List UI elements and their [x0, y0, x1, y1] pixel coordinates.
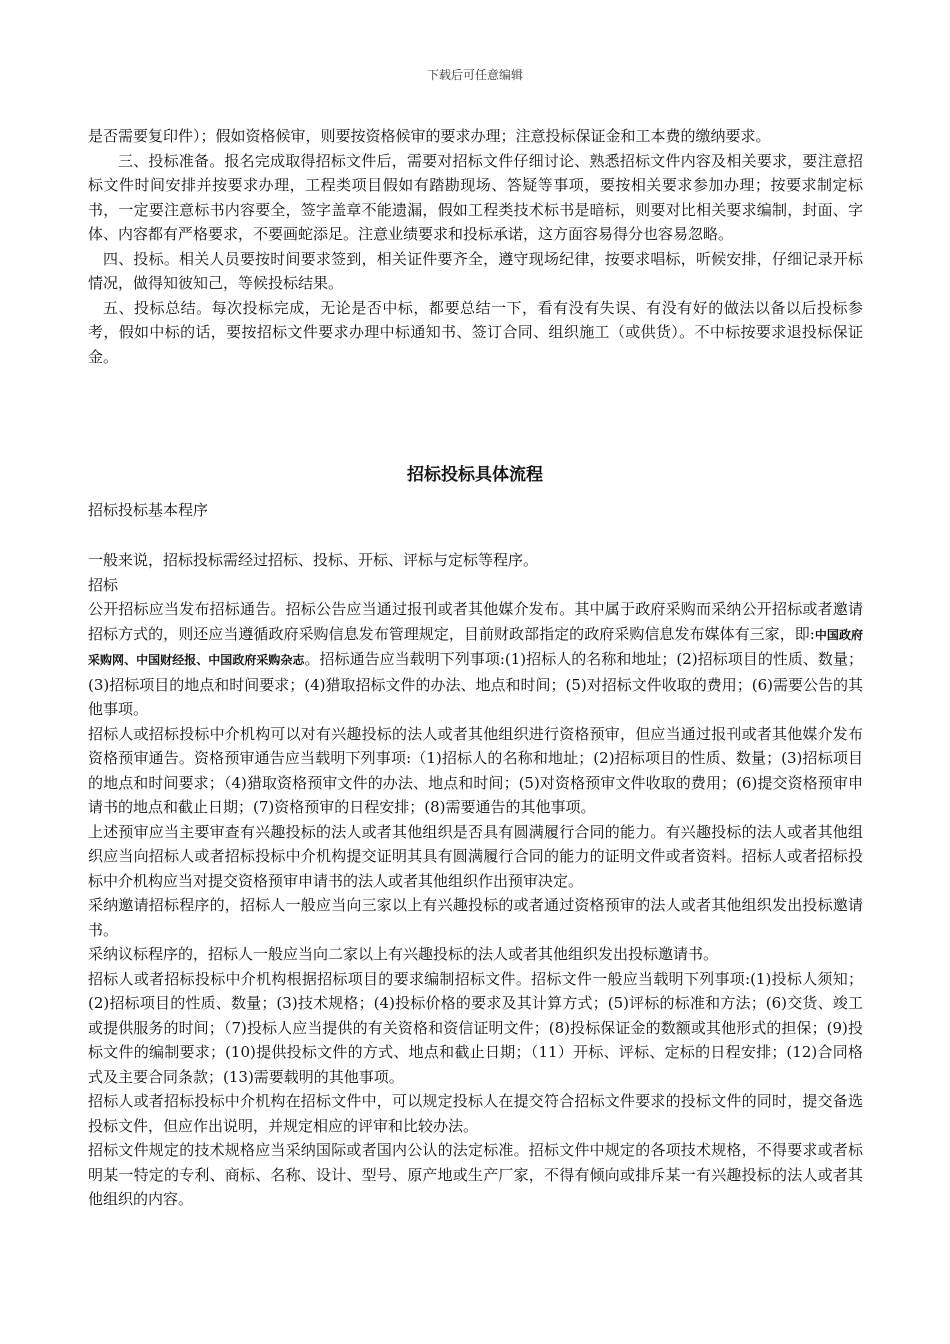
section-title: 招标投标具体流程	[407, 465, 543, 485]
section-subtitle: 招标投标基本程序	[88, 501, 209, 519]
page-header: 下载后可任意编辑	[426, 68, 523, 82]
label-zhaobiao: 招标	[88, 575, 119, 594]
paragraph-summary: 五、投标总结。每次投标完成，无论是否中标，都要总结一下，看有没有失误、有没有好的做法以备以后投标参考，假如中标的话，要按招标文件要求办理中标通知书、签订合同、组织施工（或供货）。不中标按要求退投标保证金。	[88, 298, 863, 366]
paragraph-bidding: 四、投标。相关人员要按时间要求签到，相关证件要齐全，遵守现场纪律，按要求唱标，听候安排，仔细记录开标情况，做得知彼知己，等候投标结果。	[88, 249, 863, 292]
tender-docs-paragraph: 招标人或者招标投标中介机构根据招标项目的要求编制招标文件。招标文件一般应当载明下列事项:(1)投标人须知；(2)招标项目的性质、数量；(3)技术规格；(4)投标价格的要求及其计算方式；(5)评标的标准和方法；(6)交货、竣工或提供服务的时间；（7)投标人应当提供的有关资格和资信证明文件；(8)投标保证金的数额或其他形式的担保；(9)投标文件的编制要求；(10)提供投标文件的方式、地点和截止日期；（11）开标、评标、定标的日程安排；(12)合同格式及主要合同条款；(13)需要载明的其他事项。	[88, 969, 863, 1086]
intro-paragraph: 一般来说，招标投标需经过招标、投标、开标、评标与定标等程序。	[88, 551, 539, 569]
notice-text-b: 。招标通告应当载明下列事项:(1)招标人的名称和地址；(2)招标项目的性质、数量；(3)招标项目的地点和时间要求；(4)猎取招标文件的办法、地点和时间；(5)对招标文件收取的费用；(6)需要公告的其他事项。	[88, 650, 863, 718]
negotiation-paragraph: 采纳议标程序的，招标人一般应当向二家以上有兴趣投标的法人或者其他组织发出投标邀请书。	[88, 945, 719, 963]
prequal-paragraph: 招标人或招标投标中介机构可以对有兴趣投标的法人或者其他组织进行资格预审，但应当通过报刊或者其他媒介发布资格预审通告。资格预审通告应当载明下列事项:（1)招标人的名称和地址；(2)招标项目的性质、数量；(3)招标项目的地点和时间要求；（4)猎取资格预审文件的办法、地点和时间；(5)对资格预审文件收取的费用；(6)提交资格预审申请书的地点和截止日期；(7)资格预审的日程安排；(8)需要通告的其他事项。	[88, 724, 863, 816]
alternative-paragraph: 招标人或者招标投标中介机构在招标文件中，可以规定投标人在提交符合招标文件要求的投标文件的同时，提交备选投标文件，但应作出说明，并规定相应的评审和比较办法。	[88, 1092, 863, 1135]
paragraph-continued: 是否需要复印件）；假如资格候审，则要按资格候审的要求办理；注意投标保证金和工本费的缴纳要求。	[88, 127, 771, 145]
technical-spec-paragraph: 招标文件规定的技术规格应当采纳国际或者国内公认的法定标准。招标文件中规定的各项技术规格，不得要求或者标明某一特定的专利、商标、名称、设计、型号、原产地或生产厂家，不得有倾向或排斥某一有兴趣投标的法人或者其他组织的内容。	[88, 1141, 863, 1208]
review-paragraph: 上述预审应当主要审查有兴趣投标的法人或者其他组织是否具有圆满履行合同的能力。有兴趣投标的法人或者其他组织应当向招标人或者招标投标中介机构提交证明其具有圆满履行合同的能力的证明文件或者资料。招标人或者招标投标中介机构应当对提交资格预审申请书的法人或者其他组织作出预审决定。	[88, 822, 863, 890]
notice-text-a: 公开招标应当发布招标通告。招标公告应当通过报刊或者其他媒介发布。其中属于政府采购而采纳公开招标或者邀请招标方式的，则还应当遵循政府采购信息发布管理规定，目前财政部指定的政府采购信息发布媒体有三家，即:	[88, 600, 863, 643]
paragraph-preparation: 三、投标准备。报名完成取得招标文件后，需要对招标文件仔细讨论、熟悉招标文件内容及相关要求，要注意招标文件时间安排并按要求办理，工程类项目假如有踏勘现场、答疑等事项，要按相关要求参加办理；按要求制定标书，一定要注意标书内容要全，签字盖章不能遗漏，假如工程类技术标书是暗标，则要对比相关要求编制，封面、字体、内容都有严格要求，不要画蛇添足。注意业绩要求和投标承诺，这方面容易得分也容易忽略。	[88, 151, 863, 243]
media-list: 中国政府采购网、中国财经报、中国政府采购杂志	[88, 627, 863, 667]
notice-paragraph	[88, 597, 863, 722]
top-section	[88, 124, 863, 369]
main-section	[88, 548, 863, 1212]
invite-paragraph: 采纳邀请招标程序的，招标人一般应当向三家以上有兴趣投标的或者通过资格预审的法人或者其他组织发出投标邀请书。	[88, 896, 863, 939]
